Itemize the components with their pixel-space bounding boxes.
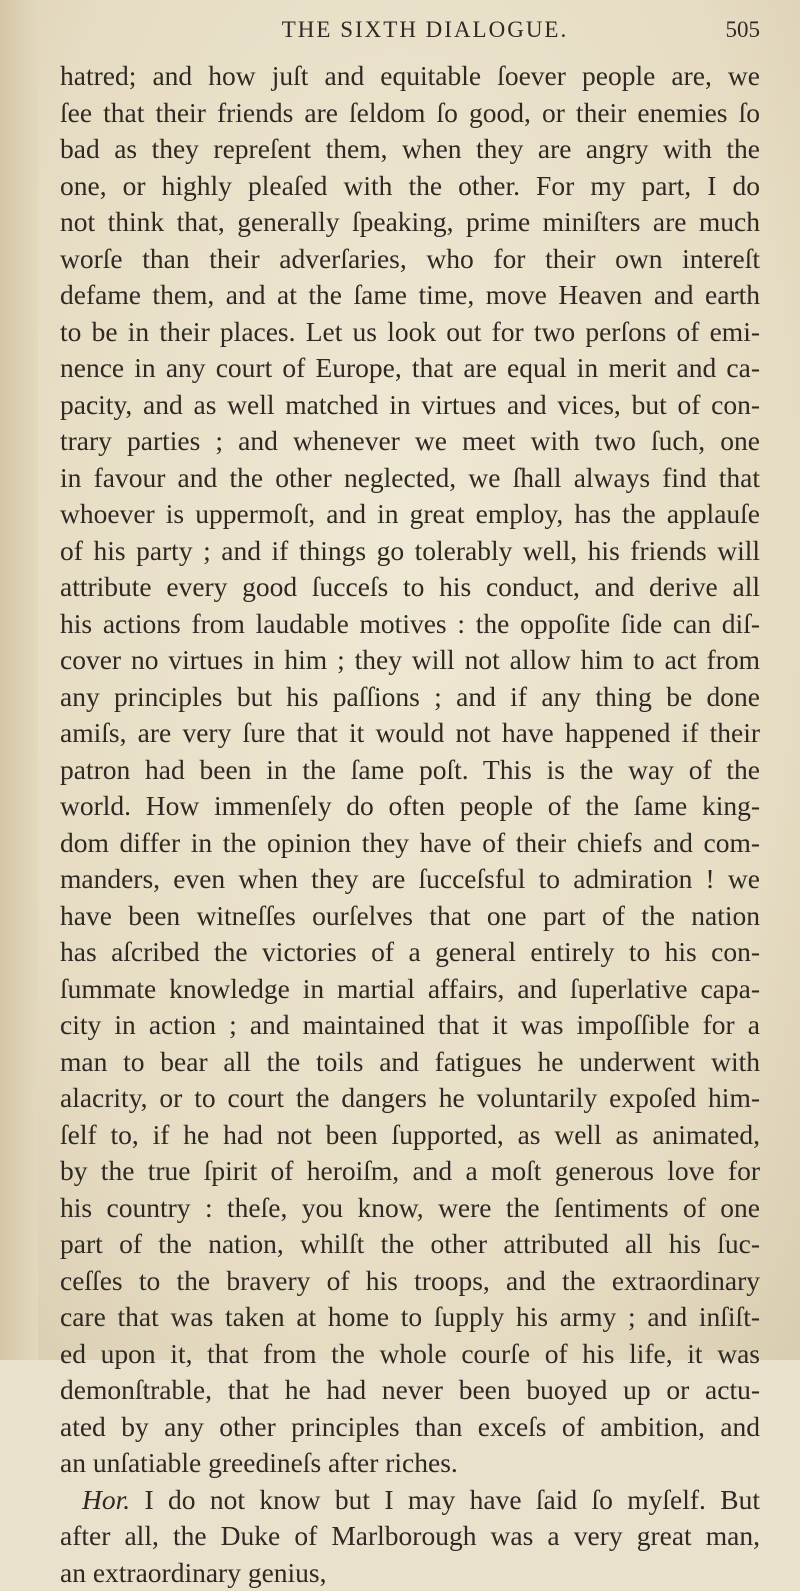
text-line: any principles but his paſſions ; and if any thing be done <box>60 679 760 716</box>
text-line: patron had been in the ſame poſt. This is the way of the <box>60 752 760 789</box>
text-line: ed upon it, that from the whole courſe of his life, it was <box>60 1336 760 1373</box>
text-line: worſe than their adverſaries, who for their own intereſt <box>60 241 760 278</box>
text-line: world. How immenſely do often people of the ſame king- <box>60 788 760 825</box>
page-header <box>150 10 760 50</box>
text-line: to be in their places. Let us look out for two perſons of emi- <box>60 314 760 351</box>
text-line: part of the nation, whilſt the other attributed all his ſuc- <box>60 1226 760 1263</box>
text-line: ceſſes to the bravery of his troops, and the extraordinary <box>60 1263 760 1300</box>
body-text <box>60 58 760 1591</box>
text-line: by the true ſpirit of heroiſm, and a moſt generous love for <box>60 1153 760 1190</box>
text-line: not think that, generally ſpeaking, prime miniſters are much <box>60 204 760 241</box>
text-line: ſelf to, if he had not been ſupported, as well as animated, <box>60 1117 760 1154</box>
dialogue-line: an extraordinary genius, <box>60 1555 760 1591</box>
text-line: dom differ in the opinion they have of their chiefs and com- <box>60 825 760 862</box>
text-line: attribute every good ſucceſs to his conduct, and derive all <box>60 569 760 606</box>
text-line: alacrity, or to court the dangers he voluntarily expoſed him- <box>60 1080 760 1117</box>
text-line: ſee that their friends are ſeldom ſo good, or their enemies ſo <box>60 95 760 132</box>
text-line: man to bear all the toils and fatigues he underwent with <box>60 1044 760 1081</box>
dialogue-line: after all, the Duke of Marlborough was a very great man, <box>60 1518 760 1555</box>
text-line: nence in any court of Europe, that are equal in merit and ca- <box>60 350 760 387</box>
text-line: city in action ; and maintained that it was impoſſible for a <box>60 1007 760 1044</box>
page-number: 505 <box>700 17 760 43</box>
text-line: ſummate knowledge in martial affairs, and ſuperlative capa- <box>60 971 760 1008</box>
dialogue-line <box>60 1482 760 1519</box>
text-line: his country : theſe, you know, were the ſentiments of one <box>60 1190 760 1227</box>
text-line: pacity, and as well matched in virtues and vices, but of con- <box>60 387 760 424</box>
text-line: an unſatiable greedineſs after riches. <box>60 1445 760 1482</box>
text-line: demonſtrable, that he had never been buoyed up or actu- <box>60 1372 760 1409</box>
text-line: manders, even when they are ſucceſsful to admiration ! we <box>60 861 760 898</box>
dialogue-text: I do not know but I may have ſaid ſo myſelf. But <box>145 1484 760 1515</box>
speaker-name: Hor. <box>82 1484 130 1515</box>
text-line: bad as they repreſent them, when they are angry with the <box>60 131 760 168</box>
text-line: of his party ; and if things go tolerably well, his friends will <box>60 533 760 570</box>
text-line: in favour and the other neglected, we ſhall always find that <box>60 460 760 497</box>
text-line: whoever is uppermoſt, and in great employ, has the applauſe <box>60 496 760 533</box>
text-line: have been witneſſes ourſelves that one part of the nation <box>60 898 760 935</box>
running-title: THE SIXTH DIALOGUE. <box>150 17 700 43</box>
text-line: ated by any other principles than exceſs of ambition, and <box>60 1409 760 1446</box>
text-line: has aſcribed the victories of a general entirely to his con- <box>60 934 760 971</box>
text-line: amiſs, are very ſure that it would not have happened if their <box>60 715 760 752</box>
text-line: one, or highly pleaſed with the other. For my part, I do <box>60 168 760 205</box>
text-line: cover no virtues in him ; they will not allow him to act from <box>60 642 760 679</box>
text-line: trary parties ; and whenever we meet with two ſuch, one <box>60 423 760 460</box>
text-line: care that was taken at home to ſupply his army ; and inſiſt- <box>60 1299 760 1336</box>
page-gutter-edge <box>0 0 38 1360</box>
text-line: his actions from laudable motives : the oppoſite ſide can diſ- <box>60 606 760 643</box>
text-line: hatred; and how juſt and equitable ſoever people are, we <box>60 58 760 95</box>
text-line: defame them, and at the ſame time, move Heaven and earth <box>60 277 760 314</box>
